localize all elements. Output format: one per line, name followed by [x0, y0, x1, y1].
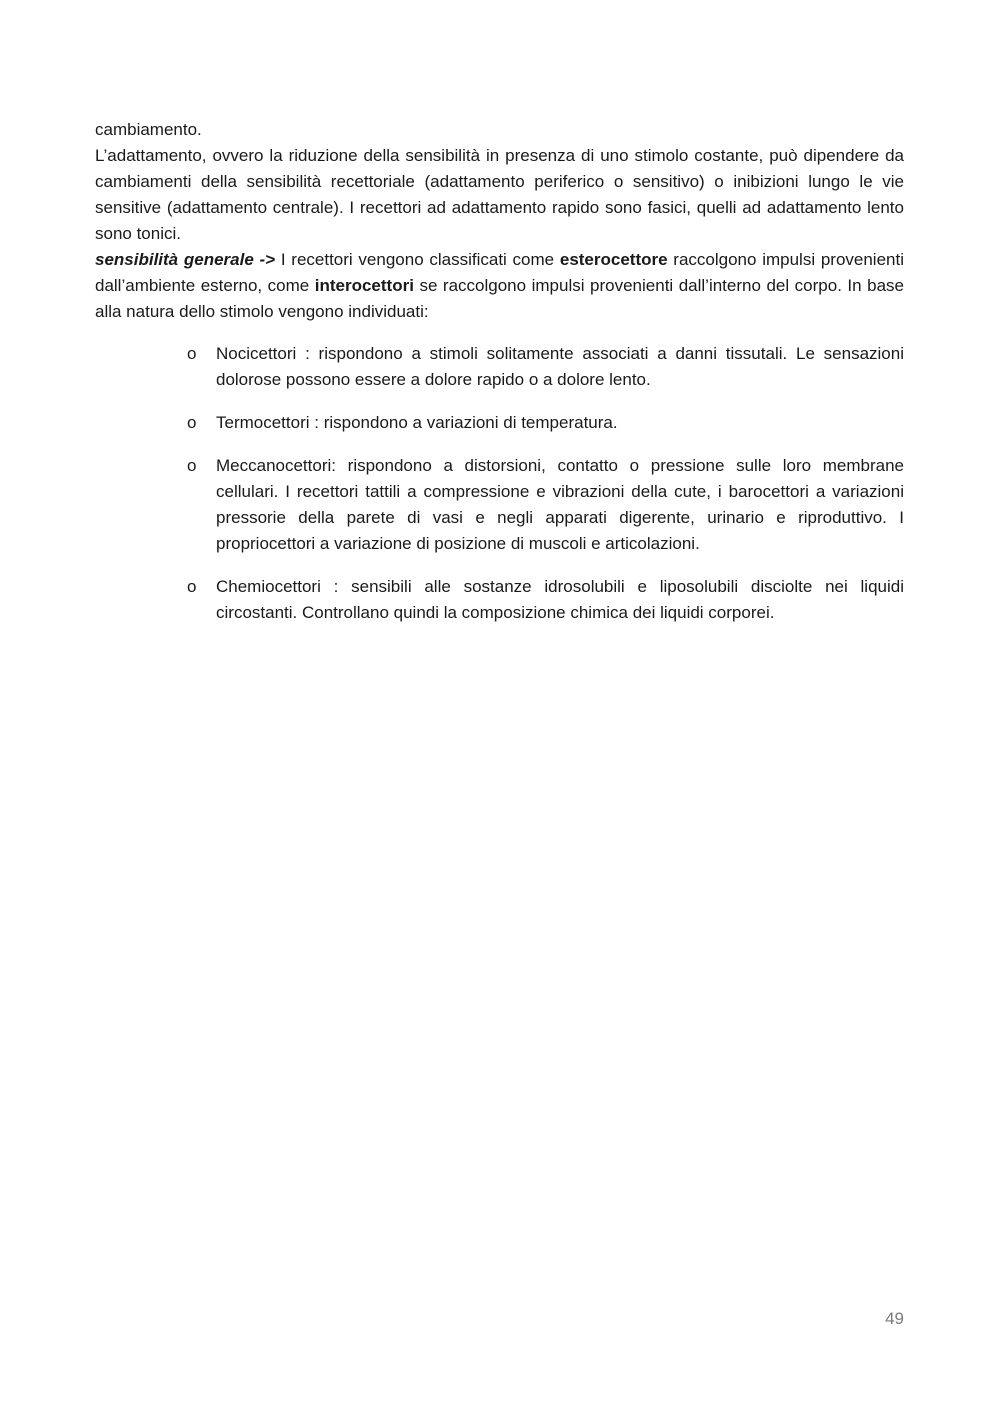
general-sensitivity-paragraph — [95, 247, 904, 325]
page-number: 49 — [885, 1309, 904, 1328]
bullet-marker: o — [187, 456, 197, 475]
paragraph-text: se raccolgono impulsi provenienti dall’interno del corpo. In base alla natura dello stimolo vengono individuati: — [95, 276, 904, 321]
paragraph-text: I recettori vengono classificati come — [275, 250, 560, 269]
list-item-text: Meccanocettori: rispondono a distorsioni, contatto o pressione sulle loro membrane cellulari. I recettori tattili a compressione e vibrazioni della cute, i barocettori a variazioni pressorie della parete di vasi e negli apparati digerente, urinario e riproduttivo. I propriocettori a variazione di posizione di muscoli e articolazioni. — [216, 456, 904, 553]
term-exteroceptor: esterocettore — [559, 250, 668, 269]
continuation-line: cambiamento. — [95, 120, 202, 139]
list-item — [187, 453, 904, 557]
bullet-marker: o — [187, 344, 197, 363]
bullet-marker: o — [187, 413, 197, 432]
list-item — [187, 574, 904, 626]
receptor-list — [95, 341, 904, 626]
page-body — [95, 117, 904, 643]
section-heading: sensibilità generale -> — [95, 250, 276, 269]
bullet-marker: o — [187, 577, 197, 596]
list-item-text: Termocettori : rispondono a variazioni di temperatura. — [216, 413, 618, 432]
paragraph-text: raccolgono impulsi provenienti dall’ambiente esterno, come — [95, 250, 904, 295]
term-interoceptor: interocettori — [314, 276, 414, 295]
list-item — [187, 410, 904, 436]
adaptation-paragraph: L’adattamento, ovvero la riduzione della sensibilità in presenza di uno stimolo costante, può dipendere da cambiamenti della sensibilità recettoriale (adattamento periferico o sensitivo) o inibizioni lungo le vie sensitive (adattamento centrale). I recettori ad adattamento rapido sono fasici, quelli ad adattamento lento sono tonici. — [95, 146, 904, 243]
list-item-text: Nocicettori : rispondono a stimoli solitamente associati a danni tissutali. Le sensazioni dolorose possono essere a dolore rapido o a dolore lento. — [216, 344, 904, 389]
list-item-text: Chemiocettori : sensibili alle sostanze idrosolubili e liposolubili disciolte nei liquidi circostanti. Controllano quindi la composizione chimica dei liquidi corporei. — [216, 577, 904, 622]
list-item — [187, 341, 904, 393]
